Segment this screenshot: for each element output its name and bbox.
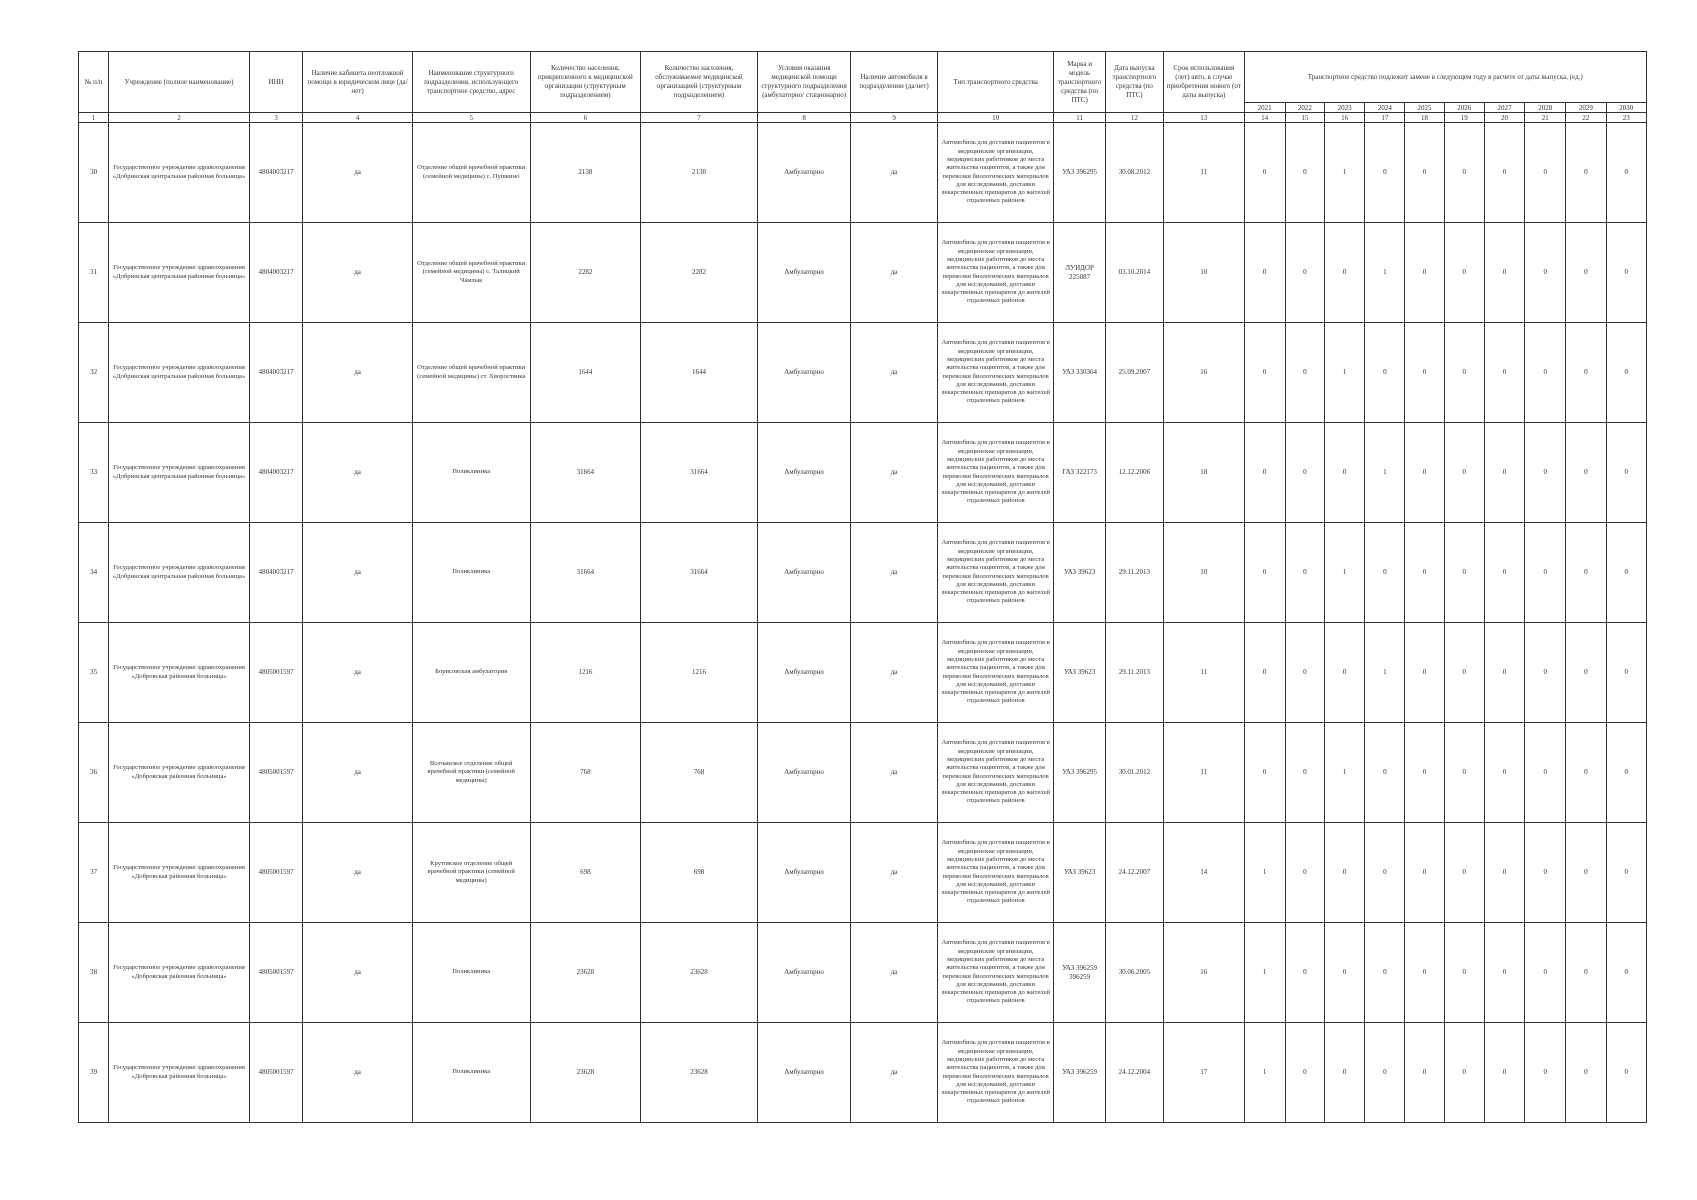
cell-replacement-2029: 0 — [1566, 723, 1606, 823]
cell-vehicle-type: Автомобиль для доставки пациентов в медицинские организации, медицинских работников до места жительства пациентов, а также для перевозки биологических материалов для исследований, доставки лекарственных препаратов до жителей отдаленных районов — [937, 123, 1054, 223]
cell-brand: УАЗ 396259 — [1054, 1023, 1105, 1123]
cell-row-number: 37 — [79, 823, 109, 923]
column-number: 16 — [1324, 113, 1364, 123]
header-office: Наличие кабинета неотложной помощи в юридическом лице (да/нет) — [303, 52, 413, 113]
cell-office: да — [303, 423, 413, 523]
header-org: Учреждение (полное наименование) — [109, 52, 250, 113]
cell-replacement-2023: 0 — [1324, 423, 1364, 523]
cell-replacement-2025: 0 — [1405, 1023, 1444, 1123]
cell-pop-attached: 698 — [530, 823, 641, 923]
cell-issue-date: 24.12.2007 — [1105, 823, 1163, 923]
cell-row-number: 33 — [79, 423, 109, 523]
cell-issue-date: 12.12.2006 — [1105, 423, 1163, 523]
cell-unit: Волчанское отделение общей врачебной практики (семейной медицины) — [412, 723, 530, 823]
cell-vehicle-type: Автомобиль для доставки пациентов в медицинские организации, медицинских работников до места жительства пациентов, а также для перевозки биологических материалов для исследований, доставки лекарственных препаратов до жителей отдаленных районов — [937, 923, 1054, 1023]
cell-replacement-2024: 0 — [1365, 1023, 1405, 1123]
table-row — [79, 323, 1647, 423]
cell-inn: 4804003217 — [249, 323, 302, 423]
cell-replacement-2024: 1 — [1365, 423, 1405, 523]
cell-replacement-2022: 0 — [1285, 123, 1324, 223]
header-car-present: Наличие автомобиля в подразделении (да/нет) — [851, 52, 937, 113]
cell-replacement-2022: 0 — [1285, 623, 1324, 723]
cell-pop-attached: 768 — [530, 723, 641, 823]
cell-unit: Отделение общей врачебной практики (семейной медицины) с. Талицкий Чамлык — [412, 223, 530, 323]
header-year: 2026 — [1444, 103, 1484, 113]
cell-organization: Государственное учреждение здравоохранения «Добринская центральная районная больница» — [109, 223, 250, 323]
column-number: 20 — [1484, 113, 1524, 123]
cell-replacement-2025: 0 — [1405, 823, 1444, 923]
cell-conditions: Амбулаторно — [757, 723, 851, 823]
cell-organization: Государственное учреждение здравоохранения «Добровская районная больница» — [109, 1023, 250, 1123]
cell-replacement-2028: 0 — [1525, 623, 1566, 723]
cell-replacement-2028: 0 — [1525, 723, 1566, 823]
cell-office: да — [303, 1023, 413, 1123]
cell-replacement-2021: 0 — [1244, 123, 1285, 223]
header-pop-attached: Количество населения, прикрепленного к медицинской организации (структурным подразделением) — [530, 52, 641, 113]
cell-office: да — [303, 623, 413, 723]
cell-replacement-2022: 0 — [1285, 223, 1324, 323]
column-number: 6 — [530, 113, 641, 123]
cell-replacement-2021: 0 — [1244, 523, 1285, 623]
cell-replacement-2030: 0 — [1606, 423, 1646, 523]
cell-replacement-2021: 0 — [1244, 623, 1285, 723]
table-row — [79, 623, 1647, 723]
table-row — [79, 423, 1647, 523]
table-row — [79, 723, 1647, 823]
header-year: 2024 — [1365, 103, 1405, 113]
cell-inn: 4804003217 — [249, 423, 302, 523]
cell-replacement-2025: 0 — [1405, 323, 1444, 423]
cell-pop-attached: 1644 — [530, 323, 641, 423]
cell-office: да — [303, 923, 413, 1023]
table-row — [79, 123, 1647, 223]
cell-replacement-2024: 1 — [1365, 223, 1405, 323]
cell-replacement-2029: 0 — [1566, 823, 1606, 923]
cell-pop-served: 1216 — [641, 623, 758, 723]
cell-replacement-2021: 0 — [1244, 723, 1285, 823]
header-vehicle-type: Тип транспортного средства — [937, 52, 1054, 113]
cell-issue-date: 03.10.2014 — [1105, 223, 1163, 323]
header-year: 2022 — [1285, 103, 1324, 113]
cell-replacement-2026: 0 — [1444, 923, 1484, 1023]
cell-vehicle-type: Автомобиль для доставки пациентов в медицинские организации, медицинских работников до места жительства пациентов, а также для перевозки биологических материалов для исследований, доставки лекарственных препаратов до жителей отдаленных районов — [937, 323, 1054, 423]
cell-vehicle-type: Автомобиль для доставки пациентов в медицинские организации, медицинских работников до места жительства пациентов, а также для перевозки биологических материалов для исследований, доставки лекарственных препаратов до жителей отдаленных районов — [937, 223, 1054, 323]
column-number: 2 — [109, 113, 250, 123]
cell-replacement-2021: 1 — [1244, 923, 1285, 1023]
header-num: № п/п — [79, 52, 109, 113]
cell-replacement-2026: 0 — [1444, 123, 1484, 223]
cell-replacement-2029: 0 — [1566, 223, 1606, 323]
cell-replacement-2027: 0 — [1484, 523, 1524, 623]
cell-replacement-2029: 0 — [1566, 423, 1606, 523]
cell-replacement-2027: 0 — [1484, 823, 1524, 923]
cell-brand: УАЗ 330364 — [1054, 323, 1105, 423]
cell-brand: ГАЗ 322173 — [1054, 423, 1105, 523]
cell-organization: Государственное учреждение здравоохранения «Добровская районная больница» — [109, 723, 250, 823]
column-number: 19 — [1444, 113, 1484, 123]
cell-replacement-2030: 0 — [1606, 323, 1646, 423]
cell-car-present: да — [851, 323, 937, 423]
cell-replacement-2024: 1 — [1365, 623, 1405, 723]
cell-unit: Отделение общей врачебной практики (семейной медицины) ст. Хворостянка — [412, 323, 530, 423]
cell-usage: 16 — [1164, 323, 1244, 423]
cell-brand: УАЗ 396295 — [1054, 723, 1105, 823]
header-inn: ИНН — [249, 52, 302, 113]
cell-replacement-2021: 0 — [1244, 323, 1285, 423]
cell-pop-attached: 2138 — [530, 123, 641, 223]
cell-replacement-2023: 1 — [1324, 523, 1364, 623]
cell-inn: 4805001597 — [249, 823, 302, 923]
cell-office: да — [303, 123, 413, 223]
column-number: 13 — [1164, 113, 1244, 123]
cell-replacement-2028: 0 — [1525, 823, 1566, 923]
cell-replacement-2027: 0 — [1484, 323, 1524, 423]
cell-replacement-2021: 0 — [1244, 423, 1285, 523]
cell-vehicle-type: Автомобиль для доставки пациентов в медицинские организации, медицинских работников до места жительства пациентов, а также для перевозки биологических материалов для исследований, доставки лекарственных препаратов до жителей отдаленных районов — [937, 723, 1054, 823]
cell-usage: 14 — [1164, 823, 1244, 923]
cell-replacement-2026: 0 — [1444, 423, 1484, 523]
cell-replacement-2030: 0 — [1606, 823, 1646, 923]
cell-pop-attached: 31664 — [530, 423, 641, 523]
cell-car-present: да — [851, 723, 937, 823]
cell-replacement-2029: 0 — [1566, 923, 1606, 1023]
cell-car-present: да — [851, 623, 937, 723]
column-number: 3 — [249, 113, 302, 123]
cell-pop-served: 23628 — [641, 923, 758, 1023]
cell-row-number: 31 — [79, 223, 109, 323]
cell-vehicle-type: Автомобиль для доставки пациентов в медицинские организации, медицинских работников до места жительства пациентов, а также для перевозки биологических материалов для исследований, доставки лекарственных препаратов до жителей отдаленных районов — [937, 1023, 1054, 1123]
cell-unit: Крутовское отделение общей врачебной практики (семейной медицины) — [412, 823, 530, 923]
cell-brand: УАЗ 396295 — [1054, 123, 1105, 223]
cell-inn: 4805001597 — [249, 723, 302, 823]
cell-replacement-2029: 0 — [1566, 323, 1606, 423]
cell-replacement-2027: 0 — [1484, 923, 1524, 1023]
cell-pop-served: 2282 — [641, 223, 758, 323]
cell-replacement-2029: 0 — [1566, 623, 1606, 723]
cell-replacement-2023: 0 — [1324, 823, 1364, 923]
cell-office: да — [303, 223, 413, 323]
header-replacement: Транспортное средство подлежит замене в следующем году в расчете от даты выпуска, (ед.) — [1244, 52, 1646, 103]
cell-brand: УАЗ 39623 — [1054, 523, 1105, 623]
column-number: 4 — [303, 113, 413, 123]
column-number: 15 — [1285, 113, 1324, 123]
cell-organization: Государственное учреждение здравоохранения «Добринская центральная районная больница» — [109, 523, 250, 623]
cell-replacement-2025: 0 — [1405, 123, 1444, 223]
cell-vehicle-type: Автомобиль для доставки пациентов в медицинские организации, медицинских работников до места жительства пациентов, а также для перевозки биологических материалов для исследований, доставки лекарственных препаратов до жителей отдаленных районов — [937, 823, 1054, 923]
cell-office: да — [303, 823, 413, 923]
cell-replacement-2028: 0 — [1525, 123, 1566, 223]
cell-replacement-2027: 0 — [1484, 623, 1524, 723]
cell-replacement-2022: 0 — [1285, 1023, 1324, 1123]
cell-replacement-2026: 0 — [1444, 523, 1484, 623]
cell-row-number: 34 — [79, 523, 109, 623]
cell-replacement-2029: 0 — [1566, 1023, 1606, 1123]
cell-row-number: 38 — [79, 923, 109, 1023]
cell-brand: УАЗ 396259 396259 — [1054, 923, 1105, 1023]
cell-organization: Государственное учреждение здравоохранения «Добринская центральная районная больница» — [109, 323, 250, 423]
cell-car-present: да — [851, 223, 937, 323]
column-number: 1 — [79, 113, 109, 123]
cell-replacement-2027: 0 — [1484, 423, 1524, 523]
cell-issue-date: 29.11.2013 — [1105, 623, 1163, 723]
cell-replacement-2026: 0 — [1444, 323, 1484, 423]
cell-conditions: Амбулаторно — [757, 823, 851, 923]
column-number: 17 — [1365, 113, 1405, 123]
cell-row-number: 35 — [79, 623, 109, 723]
table-row — [79, 923, 1647, 1023]
cell-replacement-2027: 0 — [1484, 123, 1524, 223]
vehicle-replacement-table — [78, 51, 1647, 1123]
cell-car-present: да — [851, 923, 937, 1023]
column-number: 5 — [412, 113, 530, 123]
cell-replacement-2021: 1 — [1244, 1023, 1285, 1123]
cell-replacement-2022: 0 — [1285, 423, 1324, 523]
cell-replacement-2022: 0 — [1285, 323, 1324, 423]
cell-usage: 17 — [1164, 1023, 1244, 1123]
cell-vehicle-type: Автомобиль для доставки пациентов в медицинские организации, медицинских работников до места жительства пациентов, а также для перевозки биологических материалов для исследований, доставки лекарственных препаратов до жителей отдаленных районов — [937, 423, 1054, 523]
cell-usage: 11 — [1164, 123, 1244, 223]
column-number-row — [79, 113, 1647, 123]
cell-replacement-2023: 0 — [1324, 1023, 1364, 1123]
cell-usage: 16 — [1164, 923, 1244, 1023]
cell-replacement-2024: 0 — [1365, 923, 1405, 1023]
table-row — [79, 823, 1647, 923]
cell-replacement-2025: 0 — [1405, 923, 1444, 1023]
cell-pop-attached: 1216 — [530, 623, 641, 723]
cell-replacement-2025: 0 — [1405, 423, 1444, 523]
cell-office: да — [303, 723, 413, 823]
cell-replacement-2030: 0 — [1606, 523, 1646, 623]
cell-unit: Поликлиника — [412, 1023, 530, 1123]
cell-replacement-2025: 0 — [1405, 723, 1444, 823]
cell-row-number: 30 — [79, 123, 109, 223]
cell-pop-attached: 31664 — [530, 523, 641, 623]
cell-usage: 18 — [1164, 423, 1244, 523]
cell-replacement-2025: 0 — [1405, 623, 1444, 723]
cell-pop-served: 31664 — [641, 523, 758, 623]
cell-replacement-2023: 0 — [1324, 623, 1364, 723]
header-conditions: Условия оказания медицинской помощи структурного подразделения (амбулаторно/ стационарно) — [757, 52, 851, 113]
column-number: 7 — [641, 113, 758, 123]
cell-car-present: да — [851, 523, 937, 623]
cell-brand: УАЗ 39623 — [1054, 623, 1105, 723]
header-issue-date: Дата выпуска транспортного средства (по ПТС) — [1105, 52, 1163, 113]
cell-office: да — [303, 523, 413, 623]
cell-car-present: да — [851, 1023, 937, 1123]
cell-pop-attached: 23628 — [530, 1023, 641, 1123]
cell-replacement-2030: 0 — [1606, 723, 1646, 823]
cell-replacement-2030: 0 — [1606, 123, 1646, 223]
cell-replacement-2023: 1 — [1324, 123, 1364, 223]
cell-unit: Отделение общей врачебной практики (семейной медицины) с. Пушкино — [412, 123, 530, 223]
header-brand: Марка и модель транспортного средства (по ПТС) — [1054, 52, 1105, 113]
header-unit: Наименование структурного подразделения, использующего транспортное средство, адрес — [412, 52, 530, 113]
cell-replacement-2026: 0 — [1444, 1023, 1484, 1123]
cell-replacement-2027: 0 — [1484, 223, 1524, 323]
cell-replacement-2026: 0 — [1444, 623, 1484, 723]
cell-vehicle-type: Автомобиль для доставки пациентов в медицинские организации, медицинских работников до места жительства пациентов, а также для перевозки биологических материалов для исследований, доставки лекарственных препаратов до жителей отдаленных районов — [937, 623, 1054, 723]
header-usage: Срок использования (лет) авто, в случае приобретения нового (от даты выпуска) — [1164, 52, 1244, 113]
cell-replacement-2024: 0 — [1365, 123, 1405, 223]
cell-replacement-2023: 0 — [1324, 923, 1364, 1023]
cell-conditions: Амбулаторно — [757, 223, 851, 323]
column-number: 8 — [757, 113, 851, 123]
cell-row-number: 32 — [79, 323, 109, 423]
cell-replacement-2023: 0 — [1324, 223, 1364, 323]
column-number: 21 — [1525, 113, 1566, 123]
cell-replacement-2029: 0 — [1566, 523, 1606, 623]
column-number: 10 — [937, 113, 1054, 123]
cell-inn: 4804003217 — [249, 123, 302, 223]
cell-replacement-2030: 0 — [1606, 923, 1646, 1023]
cell-issue-date: 30.08.2012 — [1105, 123, 1163, 223]
cell-organization: Государственное учреждение здравоохранения «Добринская центральная районная больница» — [109, 123, 250, 223]
cell-replacement-2026: 0 — [1444, 723, 1484, 823]
header-year: 2029 — [1566, 103, 1606, 113]
column-number: 18 — [1405, 113, 1444, 123]
cell-unit: Поликлиника — [412, 523, 530, 623]
cell-replacement-2024: 0 — [1365, 523, 1405, 623]
cell-issue-date: 30.06.2005 — [1105, 923, 1163, 1023]
cell-unit: Поликлиника — [412, 923, 530, 1023]
cell-pop-served: 698 — [641, 823, 758, 923]
cell-car-present: да — [851, 823, 937, 923]
cell-row-number: 36 — [79, 723, 109, 823]
header-year: 2021 — [1244, 103, 1285, 113]
cell-replacement-2025: 0 — [1405, 523, 1444, 623]
cell-conditions: Амбулаторно — [757, 423, 851, 523]
cell-replacement-2028: 0 — [1525, 923, 1566, 1023]
cell-car-present: да — [851, 123, 937, 223]
cell-row-number: 39 — [79, 1023, 109, 1123]
cell-unit: Борисовская амбулатория — [412, 623, 530, 723]
cell-pop-served: 2138 — [641, 123, 758, 223]
cell-inn: 4804003217 — [249, 223, 302, 323]
cell-replacement-2028: 0 — [1525, 523, 1566, 623]
header-year: 2030 — [1606, 103, 1646, 113]
cell-inn: 4805001597 — [249, 623, 302, 723]
header-year: 2027 — [1484, 103, 1524, 113]
cell-replacement-2024: 0 — [1365, 323, 1405, 423]
cell-vehicle-type: Автомобиль для доставки пациентов в медицинские организации, медицинских работников до места жительства пациентов, а также для перевозки биологических материалов для исследований, доставки лекарственных препаратов до жителей отдаленных районов — [937, 523, 1054, 623]
cell-replacement-2023: 1 — [1324, 723, 1364, 823]
cell-pop-served: 31664 — [641, 423, 758, 523]
column-number: 14 — [1244, 113, 1285, 123]
cell-car-present: да — [851, 423, 937, 523]
cell-organization: Государственное учреждение здравоохранения «Добринская центральная районная больница» — [109, 423, 250, 523]
cell-pop-served: 768 — [641, 723, 758, 823]
cell-organization: Государственное учреждение здравоохранения «Добровская районная больница» — [109, 923, 250, 1023]
cell-replacement-2028: 0 — [1525, 423, 1566, 523]
cell-replacement-2028: 0 — [1525, 223, 1566, 323]
column-number: 12 — [1105, 113, 1163, 123]
cell-replacement-2023: 1 — [1324, 323, 1364, 423]
cell-inn: 4804003217 — [249, 523, 302, 623]
cell-issue-date: 25.09.2007 — [1105, 323, 1163, 423]
cell-replacement-2030: 0 — [1606, 223, 1646, 323]
cell-replacement-2027: 0 — [1484, 723, 1524, 823]
cell-replacement-2022: 0 — [1285, 723, 1324, 823]
cell-conditions: Амбулаторно — [757, 923, 851, 1023]
cell-replacement-2028: 0 — [1525, 1023, 1566, 1123]
column-number: 11 — [1054, 113, 1105, 123]
cell-issue-date: 29.11.2013 — [1105, 523, 1163, 623]
cell-inn: 4805001597 — [249, 923, 302, 1023]
cell-office: да — [303, 323, 413, 423]
cell-replacement-2027: 0 — [1484, 1023, 1524, 1123]
cell-conditions: Амбулаторно — [757, 623, 851, 723]
cell-replacement-2028: 0 — [1525, 323, 1566, 423]
cell-replacement-2021: 1 — [1244, 823, 1285, 923]
column-number: 23 — [1606, 113, 1646, 123]
cell-replacement-2029: 0 — [1566, 123, 1606, 223]
cell-usage: 11 — [1164, 723, 1244, 823]
cell-conditions: Амбулаторно — [757, 1023, 851, 1123]
cell-usage: 11 — [1164, 623, 1244, 723]
cell-pop-attached: 23628 — [530, 923, 641, 1023]
column-number: 9 — [851, 113, 937, 123]
header-pop-served: Количество населения, обслуживаемое медицинской организацией (структурным подразделением) — [641, 52, 758, 113]
cell-replacement-2021: 0 — [1244, 223, 1285, 323]
cell-replacement-2025: 0 — [1405, 223, 1444, 323]
cell-replacement-2022: 0 — [1285, 823, 1324, 923]
cell-replacement-2030: 0 — [1606, 1023, 1646, 1123]
document-page — [78, 51, 1647, 1123]
table-row — [79, 1023, 1647, 1123]
cell-usage: 10 — [1164, 223, 1244, 323]
cell-pop-served: 23628 — [641, 1023, 758, 1123]
cell-organization: Государственное учреждение здравоохранения «Добровская районная больница» — [109, 623, 250, 723]
cell-replacement-2022: 0 — [1285, 523, 1324, 623]
cell-conditions: Амбулаторно — [757, 323, 851, 423]
cell-replacement-2026: 0 — [1444, 823, 1484, 923]
cell-replacement-2024: 0 — [1365, 723, 1405, 823]
cell-usage: 10 — [1164, 523, 1244, 623]
column-number: 22 — [1566, 113, 1606, 123]
table-row — [79, 523, 1647, 623]
cell-issue-date: 30.01.2012 — [1105, 723, 1163, 823]
cell-replacement-2022: 0 — [1285, 923, 1324, 1023]
cell-pop-served: 1644 — [641, 323, 758, 423]
cell-organization: Государственное учреждение здравоохранения «Добровская районная больница» — [109, 823, 250, 923]
cell-brand: ЛУИДОР 225087 — [1054, 223, 1105, 323]
table-row — [79, 223, 1647, 323]
cell-inn: 4805001597 — [249, 1023, 302, 1123]
cell-unit: Поликлиника — [412, 423, 530, 523]
cell-conditions: Амбулаторно — [757, 123, 851, 223]
cell-replacement-2030: 0 — [1606, 623, 1646, 723]
header-year: 2023 — [1324, 103, 1364, 113]
cell-conditions: Амбулаторно — [757, 523, 851, 623]
cell-replacement-2024: 0 — [1365, 823, 1405, 923]
cell-replacement-2026: 0 — [1444, 223, 1484, 323]
cell-brand: УАЗ 39623 — [1054, 823, 1105, 923]
header-year: 2028 — [1525, 103, 1566, 113]
cell-issue-date: 24.12.2004 — [1105, 1023, 1163, 1123]
header-year: 2025 — [1405, 103, 1444, 113]
cell-pop-attached: 2282 — [530, 223, 641, 323]
